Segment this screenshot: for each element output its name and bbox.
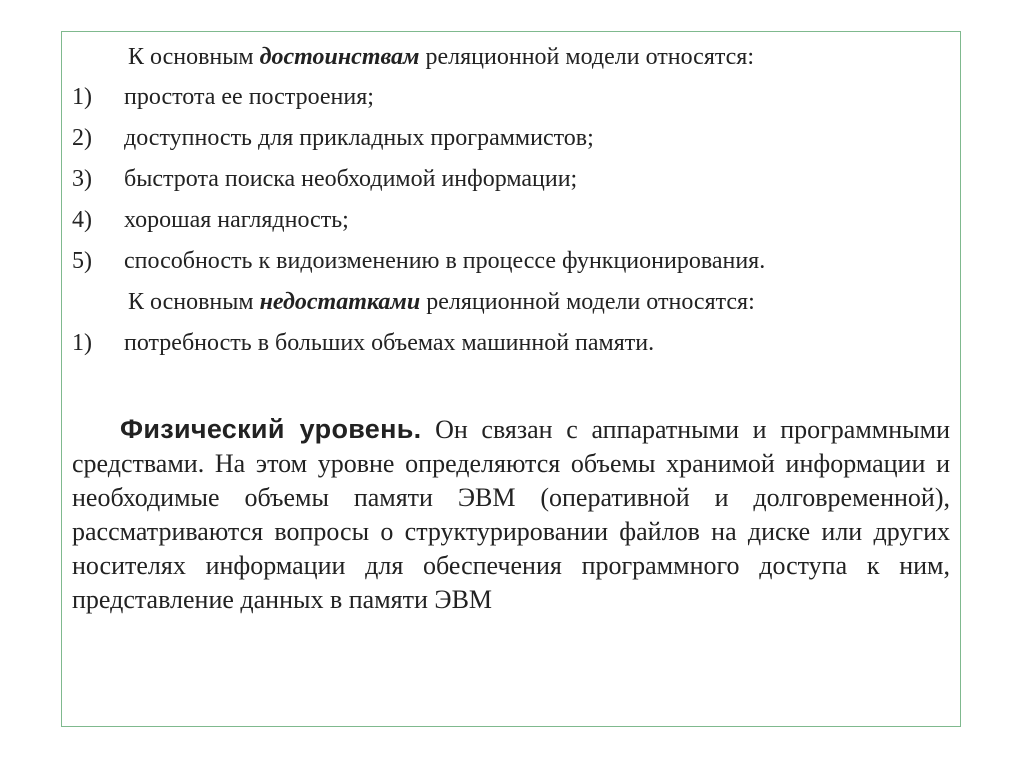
advantages-intro bbox=[128, 42, 754, 72]
advantage-item-5 bbox=[72, 246, 765, 276]
list-text: способность к видоизменению в процессе функционирования. bbox=[124, 248, 766, 274]
disadvantages-intro-emphasis: недостатками bbox=[259, 289, 421, 315]
list-text: быстрота поиска необходимой информации; bbox=[124, 166, 578, 192]
disadvantage-item-1 bbox=[72, 328, 654, 358]
advantages-intro-after: реляционной модели относятся: bbox=[425, 44, 755, 70]
list-number: 1) bbox=[72, 84, 92, 110]
list-number: 4) bbox=[72, 207, 92, 233]
physical-level-body: Он связан с аппаратными и программными средствами. На этом уровне определяются объемы хранимой информации и необходимые объемы памяти ЭВМ (оперативной и долговременной), рассматриваются вопросы о структурировании файлов на диске или других носителях информации для обеспечения программного доступа к ним, представление данных в памяти ЭВМ bbox=[72, 415, 951, 614]
advantages-intro-emphasis: достоинствам bbox=[259, 44, 420, 70]
list-text: хорошая наглядность; bbox=[124, 207, 349, 233]
list-number: 2) bbox=[72, 125, 92, 151]
physical-level-paragraph bbox=[72, 412, 950, 617]
advantage-item-4 bbox=[72, 205, 349, 235]
advantage-item-3 bbox=[72, 164, 577, 194]
disadvantages-intro bbox=[128, 287, 755, 317]
list-text: доступность для прикладных программистов; bbox=[124, 125, 594, 151]
list-text: простота ее построения; bbox=[124, 84, 374, 110]
advantages-intro-before: К основным bbox=[128, 44, 254, 70]
advantage-item-1 bbox=[72, 82, 374, 112]
physical-level-heading: Физический уровень. bbox=[120, 414, 422, 444]
list-number: 5) bbox=[72, 248, 92, 274]
disadvantages-intro-after: реляционной модели относятся: bbox=[426, 289, 755, 315]
list-number: 3) bbox=[72, 166, 92, 192]
list-number: 1) bbox=[72, 330, 92, 356]
list-text: потребность в больших объемах машинной памяти. bbox=[124, 330, 655, 356]
disadvantages-intro-before: К основным bbox=[128, 289, 254, 315]
advantage-item-2 bbox=[72, 123, 594, 153]
